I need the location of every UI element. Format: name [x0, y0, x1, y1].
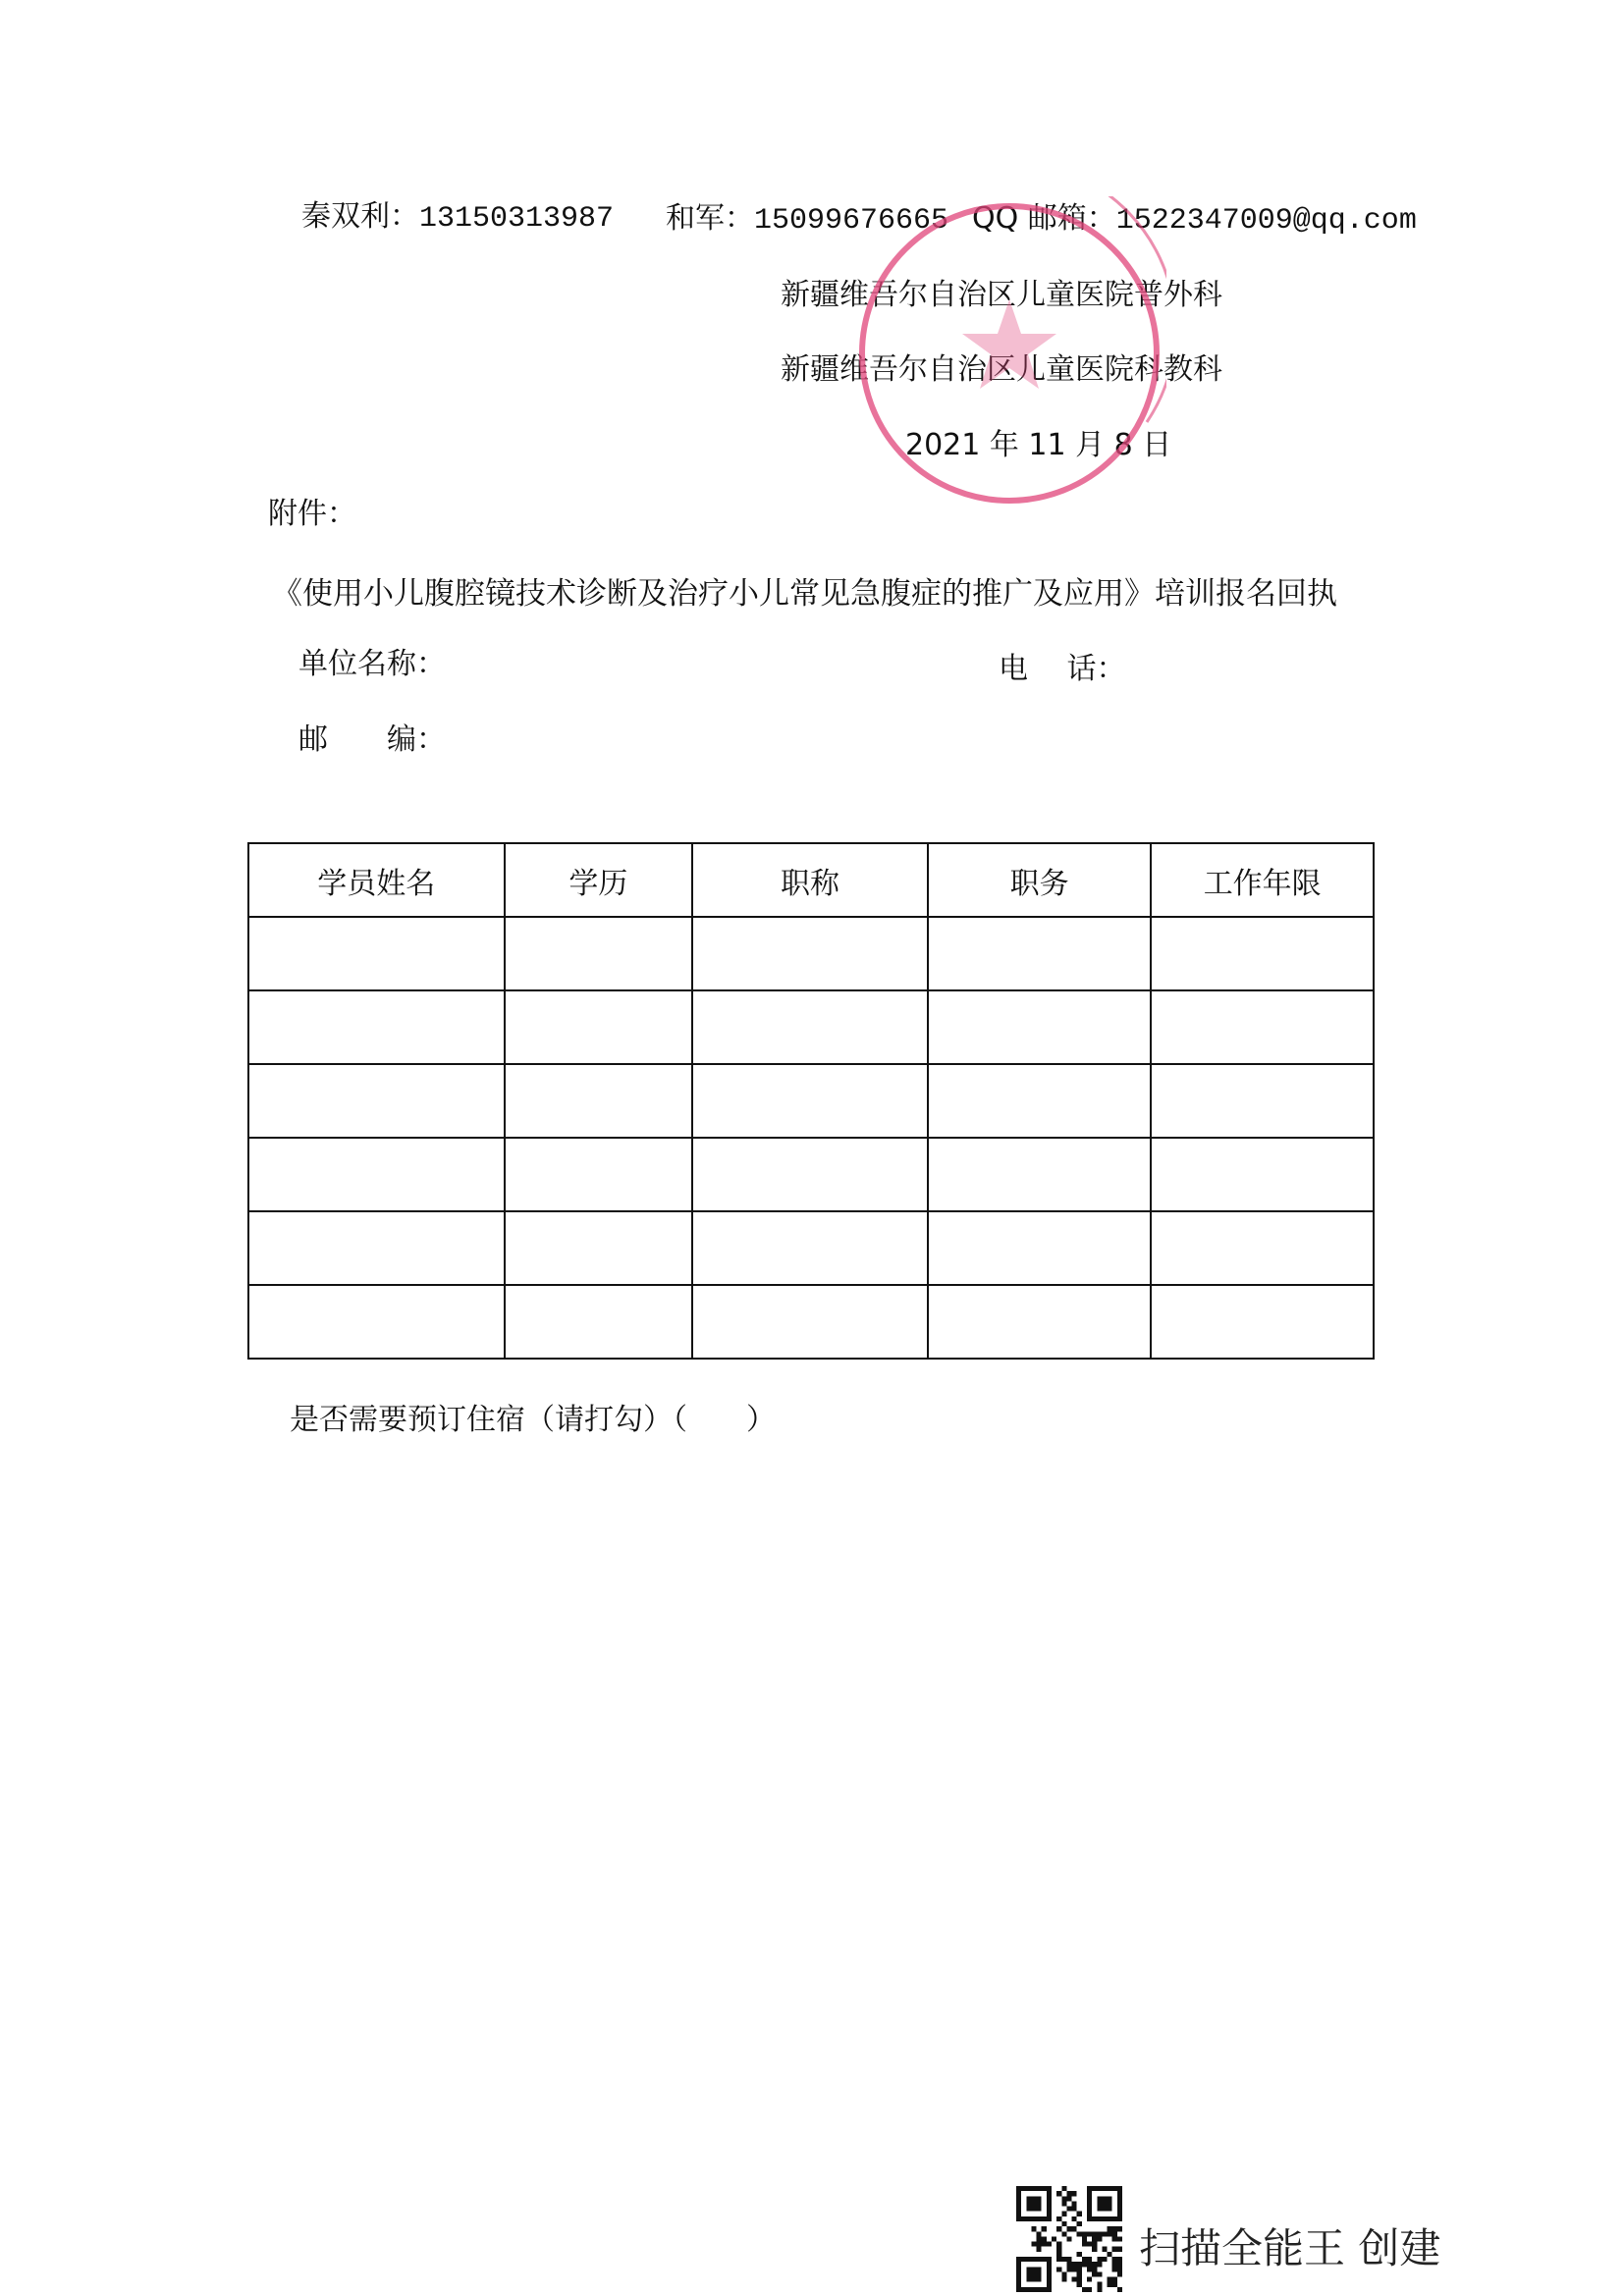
table-cell[interactable] — [1151, 1211, 1374, 1285]
table-cell[interactable] — [505, 1064, 693, 1138]
table-cell[interactable] — [248, 990, 505, 1064]
contact-email: 1522347009@qq.com — [1115, 204, 1417, 238]
contact-label: QQ 邮箱： — [972, 201, 1116, 236]
table-row — [248, 1211, 1374, 1285]
table-cell[interactable] — [1151, 1064, 1374, 1138]
table-cell[interactable] — [505, 990, 693, 1064]
table-cell[interactable] — [248, 1211, 505, 1285]
official-seal-stamp — [852, 196, 1166, 510]
table-cell[interactable] — [505, 1211, 693, 1285]
header-education: 学历 — [505, 843, 693, 917]
contact-phone: 13150313987 — [419, 202, 615, 236]
postcode-field: 邮 编： — [298, 722, 446, 757]
camscanner-footer: 扫描全能王 创建 — [1139, 2224, 1441, 2272]
table-row — [248, 917, 1374, 990]
table-cell[interactable] — [692, 1064, 928, 1138]
org-surgery: 新疆维吾尔自治区儿童医院普外科 — [781, 278, 1222, 312]
table-cell[interactable] — [1151, 1138, 1374, 1211]
table-cell[interactable] — [692, 990, 928, 1064]
table-cell[interactable] — [1151, 917, 1374, 990]
header-name: 学员姓名 — [248, 843, 505, 917]
contact-label: 和军： — [666, 201, 754, 236]
table-row — [248, 990, 1374, 1064]
org-education: 新疆维吾尔自治区儿童医院科教科 — [781, 352, 1222, 387]
table-cell[interactable] — [928, 1211, 1152, 1285]
table-row — [248, 1138, 1374, 1211]
table-cell[interactable] — [692, 1285, 928, 1359]
table-row — [248, 1285, 1374, 1359]
table-cell[interactable] — [505, 1285, 693, 1359]
table-cell[interactable] — [1151, 1285, 1374, 1359]
issue-date: 2021 年 11 月 8 日 — [905, 428, 1172, 462]
qr-code-icon — [1016, 2186, 1122, 2292]
table-cell[interactable] — [248, 1064, 505, 1138]
attachment-label: 附件： — [268, 497, 356, 531]
table-cell[interactable] — [692, 917, 928, 990]
unit-name-field: 单位名称： — [298, 647, 446, 681]
table-cell[interactable] — [505, 917, 693, 990]
table-cell[interactable] — [928, 917, 1152, 990]
table-cell[interactable] — [928, 990, 1152, 1064]
table-cell[interactable] — [692, 1138, 928, 1211]
table-cell[interactable] — [248, 1285, 505, 1359]
table-cell[interactable] — [248, 1138, 505, 1211]
table-cell[interactable] — [928, 1064, 1152, 1138]
table-cell[interactable] — [505, 1138, 693, 1211]
table-cell[interactable] — [1151, 990, 1374, 1064]
header-title: 职称 — [692, 843, 928, 917]
table-cell[interactable] — [248, 917, 505, 990]
table-header-row — [248, 843, 1374, 917]
contact-qin — [301, 199, 615, 236]
registration-table — [247, 842, 1375, 1360]
phone-field: 电 话： — [999, 652, 1126, 686]
table-cell[interactable] — [928, 1285, 1152, 1359]
header-years: 工作年限 — [1151, 843, 1374, 917]
accommodation-question: 是否需要预订住宿（请打勾）（ ） — [290, 1403, 776, 1437]
table-cell[interactable] — [928, 1138, 1152, 1211]
contact-phone: 15099676665 — [754, 204, 949, 238]
table-row — [248, 1064, 1374, 1138]
header-position: 职务 — [928, 843, 1152, 917]
table-cell[interactable] — [692, 1211, 928, 1285]
contact-label: 秦双利： — [301, 199, 419, 234]
form-title: 《使用小儿腹腔镜技术诊断及治疗小儿常见急腹症的推广及应用》培训报名回执 — [272, 576, 1337, 612]
